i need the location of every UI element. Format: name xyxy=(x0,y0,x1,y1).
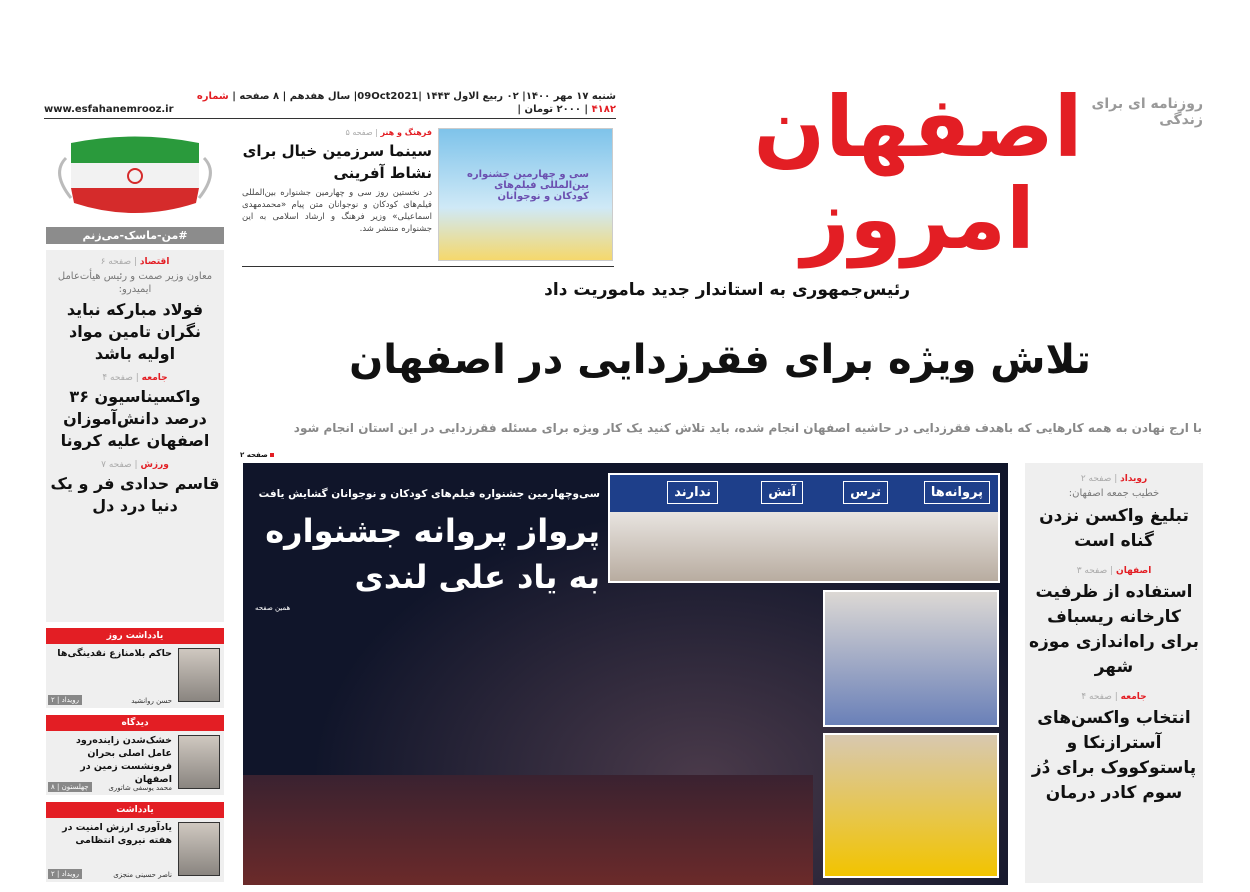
news-item[interactable] xyxy=(46,257,224,365)
boy-photo xyxy=(823,733,999,878)
dateline xyxy=(44,90,616,116)
sign-text: پروانه‌ها xyxy=(924,481,990,504)
news-title: واکسیناسیون ۳۶ درصد دانش‌آموزان اصفهان علیه کرونا xyxy=(60,387,210,450)
news-title: قاسم حدادی فر و یک دنیا درد دل xyxy=(50,474,220,515)
news-item[interactable] xyxy=(1025,692,1203,806)
opinion-title: حاکم بلامنازع نقدینگی‌ها xyxy=(57,648,172,659)
page-ref: | صفحه ۵ xyxy=(345,128,378,137)
opinion-author: ناصر حسینی منجزی xyxy=(113,871,172,879)
sign-text: ترس xyxy=(843,481,888,504)
section-label: رویداد xyxy=(1120,474,1148,484)
lead-paragraph: با ارج نهادن به همه کارهایی که باهدف فقرزدایی در حاشیه اصفهان انجام شده، باید تلاش کنید یک کار ویژه برای مسئله فقرزدایی در این استان انجام شود xyxy=(293,421,1202,435)
page-ref: | صفحه ۴ xyxy=(1081,692,1118,702)
page-ref: | صفحه ۴ xyxy=(102,373,139,383)
author-photo xyxy=(178,735,220,789)
opinion-box[interactable] xyxy=(46,715,224,795)
lead-page-ref: صفحه ۲ xyxy=(240,451,274,459)
section-label: اصفهان xyxy=(1116,566,1152,576)
teaser-title: سینما سرزمین خیال برای نشاط آفرینی xyxy=(242,142,432,182)
section-label: جامعه xyxy=(1120,692,1147,702)
opinion-header: دیدگاه xyxy=(46,715,224,731)
opinion-header: یادداشت روز xyxy=(46,628,224,644)
author-photo xyxy=(178,822,220,876)
news-item[interactable] xyxy=(1025,474,1203,554)
opinion-title: خشک‌شدن زاینده‌رود عامل اصلی بحران فرونشست زمین در اصفهان xyxy=(75,735,172,785)
news-title: تبلیغ واکسن نزدن گناه است xyxy=(1039,506,1189,551)
campaign-hashtag[interactable]: #من-ماسک-می‌زنم xyxy=(46,227,224,244)
page-tag: چهلستون | ۸ xyxy=(48,782,92,792)
teaser-story[interactable] xyxy=(242,128,432,235)
divider xyxy=(44,118,616,119)
opinion-author: محمد یوسفی شاتوری xyxy=(108,784,172,792)
sign-text: ندارند xyxy=(667,481,718,504)
opinion-author: حسن روانشید xyxy=(131,697,172,705)
audience-photo xyxy=(608,473,1000,583)
main-photo[interactable] xyxy=(243,463,1008,885)
date-text: شنبه ۱۷ مهر ۱۴۰۰| ۰۲ ربیع الاول ۱۴۴۳ |09Oct2021| سال هفدهم | ۸ صفحه | شماره ۴۱۸۲ | ۲۰۰۰ تومان | xyxy=(196,91,616,115)
poster-text: سی و چهارمین جشنواره بین‌المللی فیلم‌های کودکان و نوجوانان xyxy=(466,169,589,202)
photo-headline: پرواز پروانه جشنواره به یاد علی لندی xyxy=(265,512,600,596)
left-news-column xyxy=(46,250,224,622)
opinion-box[interactable] xyxy=(46,802,224,882)
page-tag: رویداد | ۲ xyxy=(48,869,82,879)
news-title: فولاد مبارکه نباید نگران تامین مواد اولیه باشد xyxy=(66,300,204,363)
lead-headline[interactable]: تلاش ویژه برای فقرزدایی در اصفهان xyxy=(349,337,1091,383)
news-item[interactable] xyxy=(1025,566,1203,680)
page-tag: رویداد | ۲ xyxy=(48,695,82,705)
news-title: استفاده از ظرفیت کارخانه ریسباف برای راه‌اندازی موزه شهر xyxy=(1028,582,1200,677)
news-supertitle: معاون وزیر صمت و رئیس هیأت‌عامل ایمیدرو: xyxy=(57,271,213,295)
section-label: اقتصاد xyxy=(139,257,170,267)
section-label: ورزش xyxy=(140,460,169,470)
divider xyxy=(242,266,614,267)
page-ref: | صفحه ۷ xyxy=(101,460,138,470)
section-label: جامعه xyxy=(141,373,168,383)
teaser-body: در نخستین روز سی و چهارمین جشنواره بین‌المللی فیلم‌های کودکان و نوجوانان متن پیام «محمدمهدی اسماعیلی» وزیر فرهنگ و ارشاد اسلامی به این جشنواره منتشر شد. xyxy=(242,188,432,234)
photo-supertitle: سی‌وچهارمین جشنواره فیلم‌های کودکان و نوجوانان گشایش یافت xyxy=(258,488,600,500)
news-item[interactable] xyxy=(46,460,224,517)
flag-mask-image xyxy=(46,128,224,223)
lead-subhead: رئیس‌جمهوری به استاندار جدید ماموریت داد xyxy=(544,280,910,300)
photo-page-ref: همین صفحه xyxy=(255,604,291,612)
logo-text: اصفهان امروز xyxy=(753,78,1083,268)
news-supertitle: خطیب جمعه اصفهان: xyxy=(1068,488,1160,499)
photo-caption xyxy=(255,487,600,612)
opinion-title: یادآوری ارزش امنیت در هفته نیروی انتظامی xyxy=(62,822,172,846)
sign-text: آتش xyxy=(761,481,803,504)
page-ref: | صفحه ۶ xyxy=(100,257,138,267)
page-ref: | صفحه ۲ xyxy=(1080,474,1118,484)
child-photo xyxy=(823,590,999,727)
section-label: فرهنگ و هنر xyxy=(380,128,432,137)
website-link[interactable]: www.esfahanemrooz.ir xyxy=(44,104,174,115)
tagline: روزنامه ای برای زندگی xyxy=(1091,96,1203,128)
festival-poster-image xyxy=(438,128,613,261)
right-news-column xyxy=(1025,463,1203,883)
news-title: انتخاب واکسن‌های آسترازنکا و پاستوکووک برای دُز سوم کادر درمان xyxy=(1031,708,1197,803)
page-ref: | صفحه ۳ xyxy=(1076,566,1114,576)
author-photo xyxy=(178,648,220,702)
opinion-box[interactable] xyxy=(46,628,224,708)
opinion-header: یادداشت xyxy=(46,802,224,818)
stage-image xyxy=(243,775,813,885)
news-item[interactable] xyxy=(46,373,224,452)
